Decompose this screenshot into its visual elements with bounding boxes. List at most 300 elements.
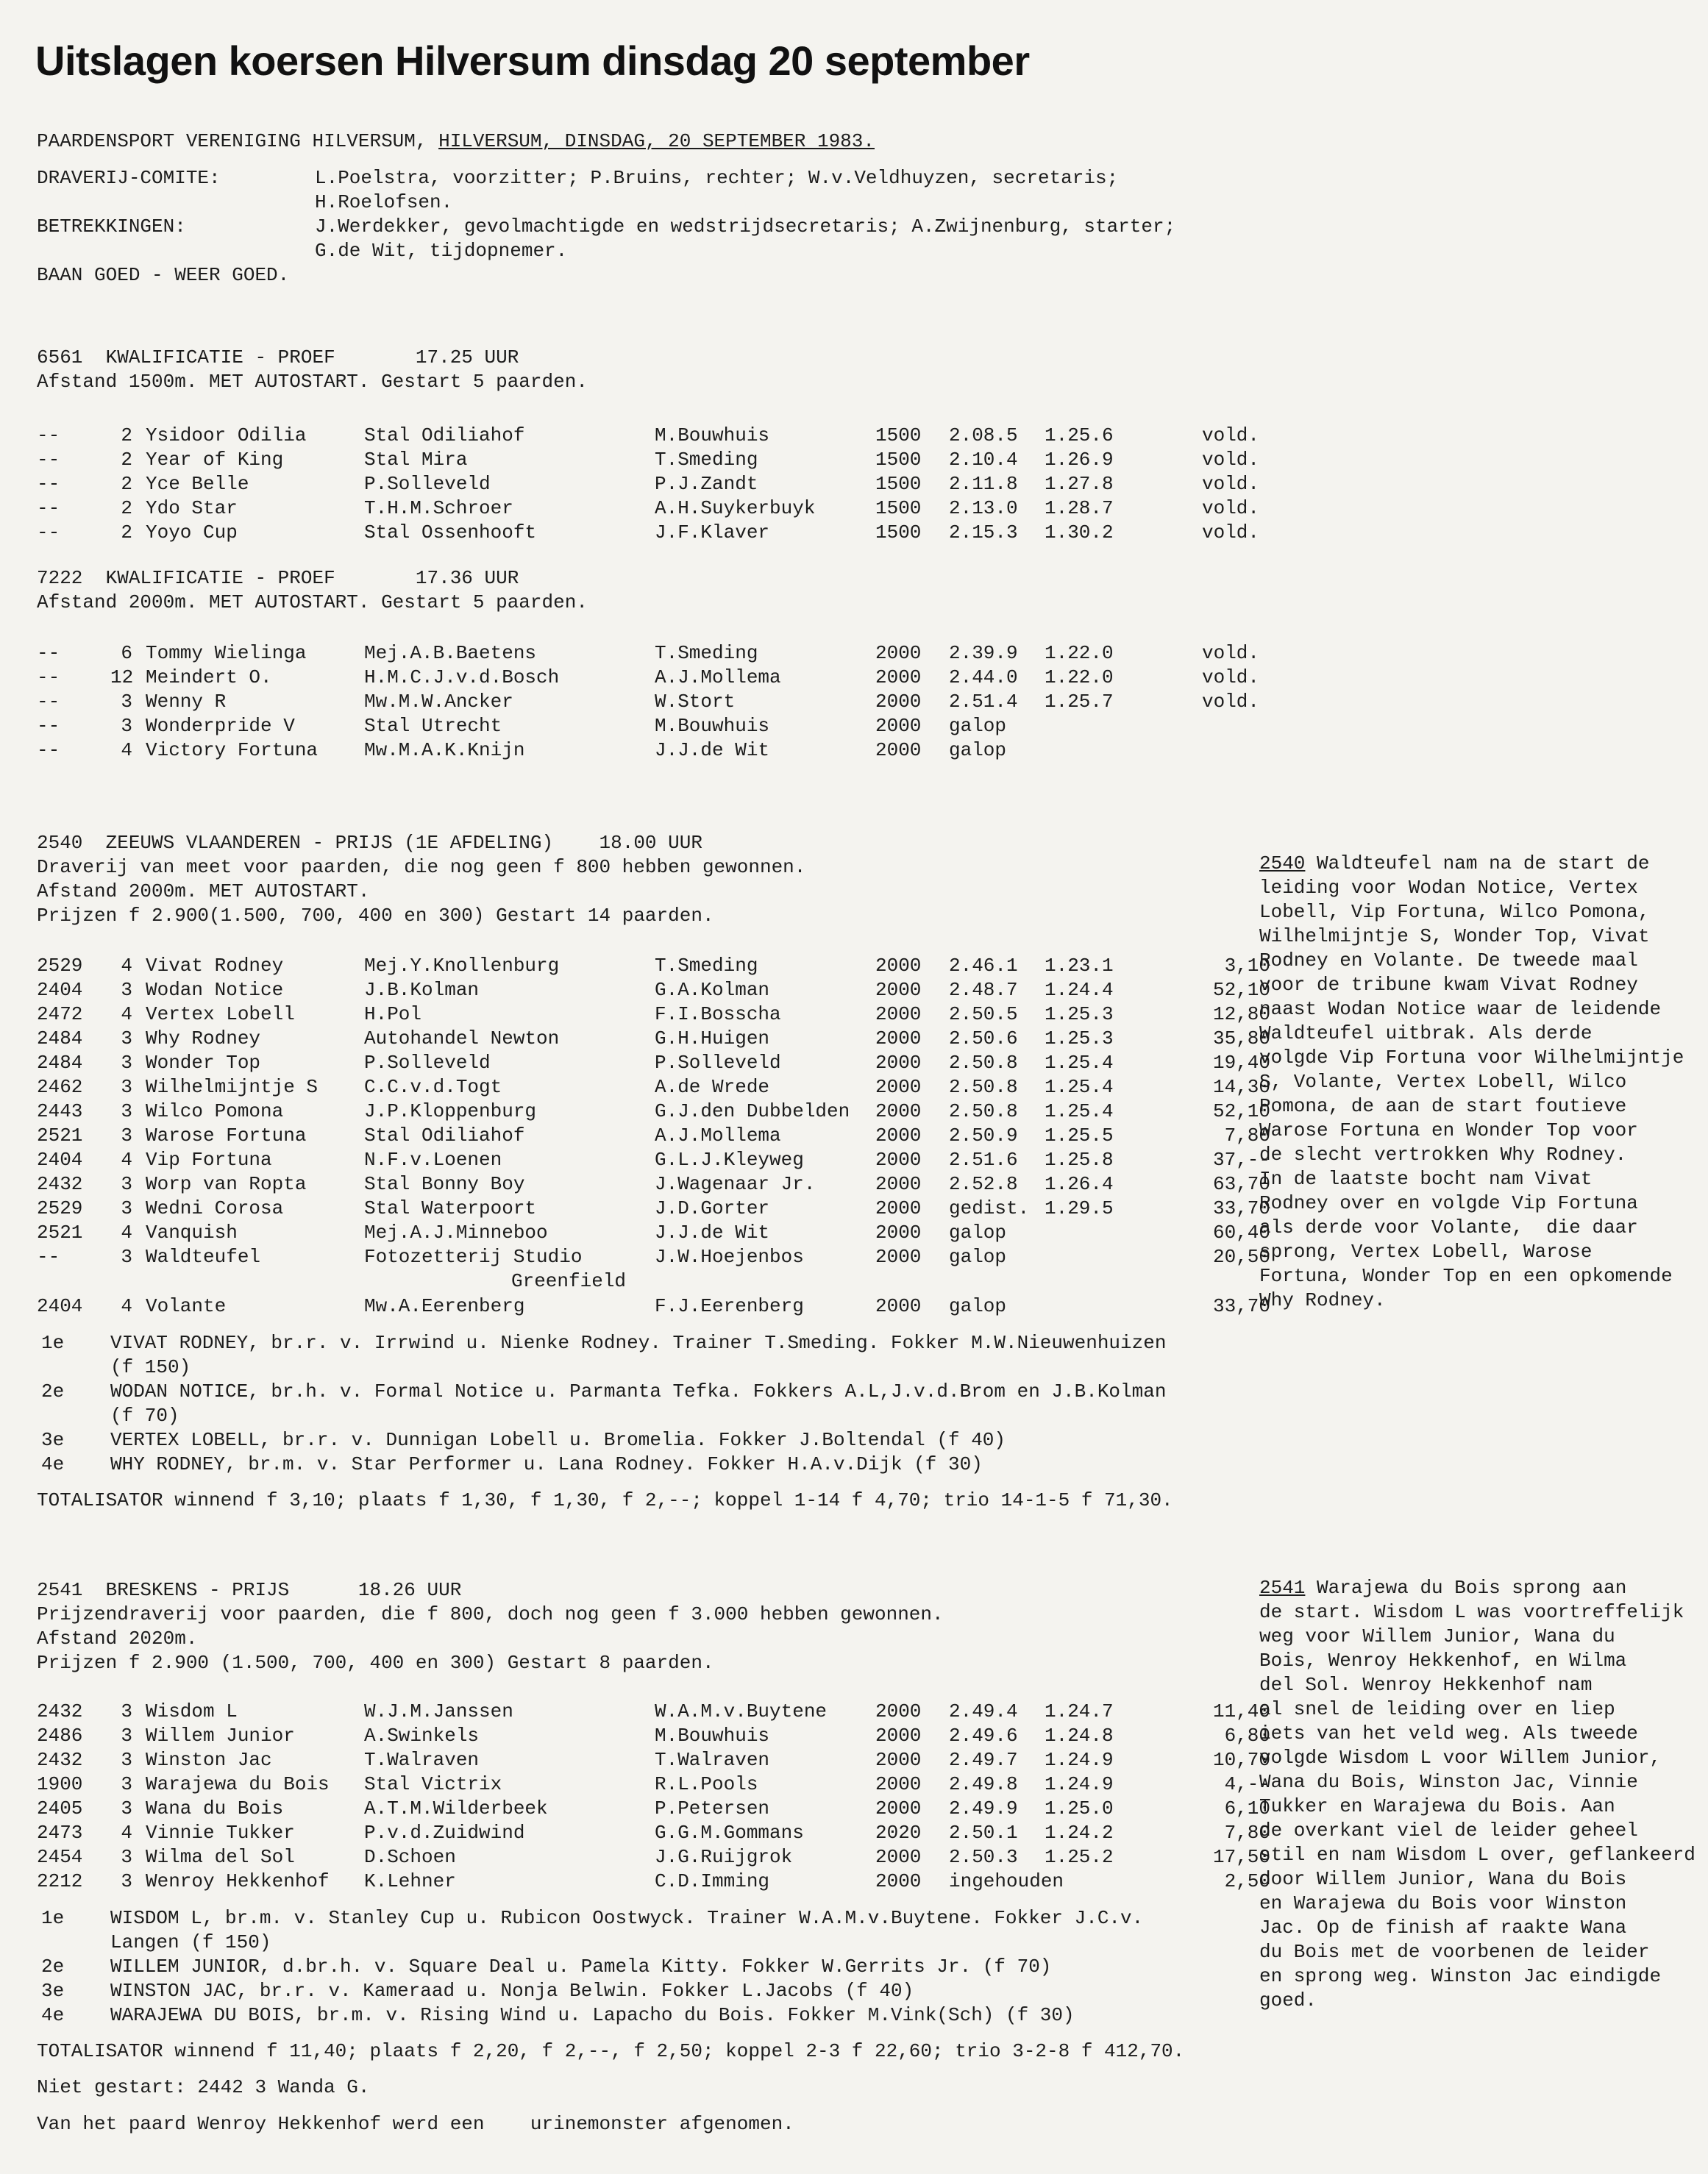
owner: Stal Odiliahof: [364, 1125, 525, 1147]
driver: J.W.Hoejenbos: [655, 1246, 804, 1268]
distance: 2000: [875, 1797, 922, 1820]
age: 2: [121, 497, 132, 519]
owner: Stal Ossenhooft: [364, 521, 537, 544]
km-time: 1.29.5: [1045, 1197, 1114, 1219]
page-title: Uitslagen koersen Hilversum dinsdag 20 september: [35, 38, 1030, 84]
owner: T.H.M.Schroer: [364, 497, 513, 519]
race-number: 2473: [37, 1822, 83, 1844]
race-2541-prizes: Prijzen f 2.900 (1.500, 700, 400 en 300) Gestart 8 paarden.: [37, 1652, 714, 1674]
distance: 1500: [875, 521, 922, 544]
driver: M.Bouwhuis: [655, 424, 770, 446]
horse-name: Ydo Star: [146, 497, 238, 519]
age: 3: [121, 1076, 132, 1098]
race-number: 2432: [37, 1749, 83, 1771]
owner: Stal Utrecht: [364, 715, 502, 737]
placing-description: (f 70): [110, 1405, 179, 1427]
horse-name: Vertex Lobell: [146, 1003, 295, 1025]
time: galop: [949, 1246, 1007, 1268]
distance: 2020: [875, 1822, 922, 1844]
km-time: 1.25.6: [1045, 424, 1114, 446]
comite-text-2: H.Roelofsen.: [315, 191, 453, 213]
horse-name: Wisdom L: [146, 1700, 238, 1722]
race-number: 2454: [37, 1846, 83, 1868]
km-time: 1.25.4: [1045, 1076, 1114, 1098]
race-number: --: [37, 449, 60, 471]
driver: T.Smeding: [655, 955, 758, 977]
driver: T.Smeding: [655, 642, 758, 664]
distance: 2000: [875, 1846, 922, 1868]
km-time: 1.27.8: [1045, 473, 1114, 495]
odds: 52,10: [1212, 979, 1270, 1001]
time: 2.50.1: [949, 1822, 1018, 1844]
note: vold.: [1202, 521, 1260, 544]
time: 2.51.6: [949, 1149, 1018, 1171]
km-time: 1.24.8: [1045, 1725, 1114, 1747]
time: 2.52.8: [949, 1173, 1018, 1195]
horse-name: Vanquish: [146, 1222, 238, 1244]
time: galop: [949, 1222, 1007, 1244]
km-time: 1.25.8: [1045, 1149, 1114, 1171]
distance: 2000: [875, 691, 922, 713]
owner: A.T.M.Wilderbeek: [364, 1797, 548, 1820]
distance: 2000: [875, 1149, 922, 1171]
distance: 2000: [875, 1197, 922, 1219]
owner: K.Lehner: [364, 1870, 456, 1892]
time: galop: [949, 715, 1007, 737]
driver: C.D.Imming: [655, 1870, 770, 1892]
time: 2.48.7: [949, 979, 1018, 1001]
race-2540-distance: Afstand 2000m. MET AUTOSTART.: [37, 880, 370, 902]
placing-description: WILLEM JUNIOR, d.br.h. v. Square Deal u. Pamela Kitty. Fokker W.Gerrits Jr. (f 70): [110, 1956, 1052, 1978]
owner: T.Walraven: [364, 1749, 480, 1771]
distance: 2000: [875, 1725, 922, 1747]
driver: G.H.Huigen: [655, 1027, 770, 1049]
placing-description: WODAN NOTICE, br.h. v. Formal Notice u. Parmanta Tefka. Fokkers A.L,J.v.d.Brom en J.B.Kolman: [110, 1380, 1167, 1403]
time: 2.10.4: [949, 449, 1018, 471]
owner: Stal Waterpoort: [364, 1197, 537, 1219]
km-time: 1.26.4: [1045, 1173, 1114, 1195]
horse-name: Vivat Rodney: [146, 955, 284, 977]
time: 2.49.8: [949, 1773, 1018, 1795]
owner: D.Schoen: [364, 1846, 456, 1868]
odds: 52,10: [1212, 1100, 1270, 1122]
race-number: 2432: [37, 1700, 83, 1722]
race-number: 2521: [37, 1222, 83, 1244]
owner: J.P.Kloppenburg: [364, 1100, 537, 1122]
race-2540-totalisator: TOTALISATOR winnend f 3,10; plaats f 1,30, f 1,30, f 2,--; koppel 1-14 f 4,70; trio 14-1-5 f 71,30.: [37, 1489, 1173, 1511]
horse-name: Warajewa du Bois: [146, 1773, 330, 1795]
age: 4: [121, 1149, 132, 1171]
owner: Mej.A.J.Minneboo: [364, 1222, 548, 1244]
odds: 19,40: [1212, 1052, 1270, 1074]
age: 3: [121, 1197, 132, 1219]
comite-label: DRAVERIJ-COMITE:: [37, 167, 221, 189]
race-number: --: [37, 739, 60, 761]
driver: P.Petersen: [655, 1797, 770, 1820]
horse-name: Wenroy Hekkenhof: [146, 1870, 330, 1892]
owner: J.B.Kolman: [364, 979, 480, 1001]
race-number: 2404: [37, 979, 83, 1001]
distance: 2000: [875, 979, 922, 1001]
time: 2.50.3: [949, 1846, 1018, 1868]
race-number: 2521: [37, 1125, 83, 1147]
distance: 2000: [875, 739, 922, 761]
header-line1: PAARDENSPORT VERENIGING HILVERSUM, HILVERSUM, DINSDAG, 20 SEPTEMBER 1983.: [37, 130, 875, 152]
km-time: 1.24.9: [1045, 1773, 1114, 1795]
driver: J.F.Klaver: [655, 521, 770, 544]
distance: 2000: [875, 1222, 922, 1244]
owner: W.J.M.Janssen: [364, 1700, 513, 1722]
race-number: --: [37, 715, 60, 737]
driver: F.J.Eerenberg: [655, 1295, 804, 1317]
owner: A.Swinkels: [364, 1725, 480, 1747]
driver: A.H.Suykerbuyk: [655, 497, 816, 519]
km-time: 1.23.1: [1045, 955, 1114, 977]
age: 2: [121, 449, 132, 471]
age: 3: [121, 1027, 132, 1049]
race-number: --: [37, 691, 60, 713]
distance: 2000: [875, 1003, 922, 1025]
race-number: 2486: [37, 1725, 83, 1747]
driver: A.de Wrede: [655, 1076, 770, 1098]
odds: 33,70: [1212, 1295, 1270, 1317]
distance: 2000: [875, 955, 922, 977]
driver: F.I.Bosscha: [655, 1003, 781, 1025]
report-text: Warajewa du Bois sprong aan de start. Wisdom L was voortreffelijk weg voor Willem Junior, Wana du Bois, Wenroy Hekkenhof, en Wilma del Sol. Wenroy Hekkenhof nam al snel de leiding over en liep iets van het veld weg. Als tweede volgde Wisdom L voor Willem Junior, Wana du Bois, Winston Jac, Vinnie Tukker en Warajewa du Bois. Aan de overkant viel de leider geheel stil en nam Wisdom L over, geflankeerd door Willem Junior, Wana du Bois en Warajewa du Bois voor Winston Jac. Op de finish af raakte Wana du Bois met de voorbenen de leider en sprong weg. Winston Jac eindigde goed.: [1259, 1577, 1695, 2011]
owner: P.Solleveld: [364, 1052, 491, 1074]
race-number: 2432: [37, 1173, 83, 1195]
race-2540-conditions: Draverij van meet voor paarden, die nog geen f 800 hebben gewonnen.: [37, 856, 806, 878]
odds: 12,80: [1212, 1003, 1270, 1025]
driver: G.L.J.Kleyweg: [655, 1149, 804, 1171]
driver: G.G.M.Gommans: [655, 1822, 804, 1844]
time: 2.50.8: [949, 1100, 1018, 1122]
horse-name: Wilco Pomona: [146, 1100, 284, 1122]
race-2541-report: 2541 Warajewa du Bois sprong aan de start. Wisdom L was voortreffelijk weg voor Willem Junior, Wana du Bois, Wenroy Hekkenhof, en Wilma del Sol. Wenroy Hekkenhof nam al snel de leiding over en liep iets van het veld weg. Als tweede volgde Wisdom L voor Willem Junior, Wana du Bois, Winston Jac, Vinnie Tukker en Warajewa du Bois. Aan de overkant viel de leider geheel stil en nam Wisdom L over, geflankeerd door Willem Junior, Wana du Bois en Warajewa du Bois voor Winston Jac. Op de finish af raakte Wana du Bois met de voorbenen de leider en sprong weg. Winston Jac eindigde goed.: [1259, 1577, 1695, 2011]
note: vold.: [1202, 666, 1260, 688]
race-number: 2212: [37, 1870, 83, 1892]
time: 2.49.6: [949, 1725, 1018, 1747]
distance: 1500: [875, 449, 922, 471]
age: 3: [121, 1246, 132, 1268]
race-number: 2529: [37, 955, 83, 977]
age: 3: [121, 1173, 132, 1195]
note: vold.: [1202, 497, 1260, 519]
horse-name: Wilhelmijntje S: [146, 1076, 319, 1098]
distance: 2000: [875, 1749, 922, 1771]
km-time: 1.24.2: [1045, 1822, 1114, 1844]
km-time: 1.25.5: [1045, 1125, 1114, 1147]
age: 3: [121, 1100, 132, 1122]
horse-name: Wonder Top: [146, 1052, 261, 1074]
placing-rank: 1e: [41, 1332, 65, 1354]
age: 4: [121, 1222, 132, 1244]
race-2540-prizes: Prijzen f 2.900(1.500, 700, 400 en 300) Gestart 14 paarden.: [37, 905, 714, 927]
time: ingehouden: [949, 1870, 1064, 1892]
race-number: 2462: [37, 1076, 83, 1098]
betrekkingen-text-2: G.de Wit, tijdopnemer.: [315, 240, 568, 262]
age: 3: [121, 1846, 132, 1868]
km-time: 1.28.7: [1045, 497, 1114, 519]
race-2541-totalisator: TOTALISATOR winnend f 11,40; plaats f 2,20, f 2,--, f 2,50; koppel 2-3 f 22,60; trio 3-2-8 f 412,70.: [37, 2040, 1185, 2062]
owner: Mw.A.Eerenberg: [364, 1295, 525, 1317]
age: 2: [121, 521, 132, 544]
km-time: 1.22.0: [1045, 666, 1114, 688]
owner: Mej.A.B.Baetens: [364, 642, 537, 664]
betrekkingen-label: BETREKKINGEN:: [37, 215, 186, 238]
time: 2.39.9: [949, 642, 1018, 664]
urine-note: Van het paard Wenroy Hekkenhof werd een urinemonster afgenomen.: [37, 2113, 794, 2135]
placing-rank: 4e: [41, 1453, 65, 1475]
race-number: 2529: [37, 1197, 83, 1219]
horse-name: Volante: [146, 1295, 227, 1317]
distance: 2000: [875, 1870, 922, 1892]
age: 3: [121, 1125, 132, 1147]
age: 3: [121, 1797, 132, 1820]
time: 2.44.0: [949, 666, 1018, 688]
owner-continuation: Greenfield: [511, 1270, 627, 1292]
distance: 2000: [875, 666, 922, 688]
distance: 2000: [875, 1700, 922, 1722]
age: 3: [121, 979, 132, 1001]
owner: Stal Odiliahof: [364, 424, 525, 446]
distance: 1500: [875, 473, 922, 495]
distance: 2000: [875, 1052, 922, 1074]
time: 2.51.4: [949, 691, 1018, 713]
driver: P.J.Zandt: [655, 473, 758, 495]
race-number: 2405: [37, 1797, 83, 1820]
distance: 2000: [875, 1295, 922, 1317]
race-number: 2484: [37, 1052, 83, 1074]
odds: 60,40: [1212, 1222, 1270, 1244]
time: gedist.: [949, 1197, 1030, 1219]
odds: 11,40: [1212, 1700, 1270, 1722]
horse-name: Worp van Ropta: [146, 1173, 307, 1195]
race-7222-subtitle: Afstand 2000m. MET AUTOSTART. Gestart 5 paarden.: [37, 591, 588, 613]
odds: 63,70: [1212, 1173, 1270, 1195]
age: 4: [121, 1822, 132, 1844]
race-2541-title: 2541 BRESKENS - PRIJS 18.26 UUR: [37, 1579, 462, 1601]
owner: Fotozetterij Studio: [364, 1246, 583, 1268]
placing-rank: 3e: [41, 1429, 65, 1451]
note: vold.: [1202, 449, 1260, 471]
note: vold.: [1202, 473, 1260, 495]
time: 2.11.8: [949, 473, 1018, 495]
odds: 4,--: [1224, 1773, 1270, 1795]
owner: H.Pol: [364, 1003, 422, 1025]
owner: N.F.v.Loenen: [364, 1149, 502, 1171]
horse-name: Winston Jac: [146, 1749, 272, 1771]
km-time: 1.25.4: [1045, 1100, 1114, 1122]
odds: 37,--: [1212, 1149, 1270, 1171]
owner: P.v.d.Zuidwind: [364, 1822, 525, 1844]
km-time: 1.22.0: [1045, 642, 1114, 664]
horse-name: Meindert O.: [146, 666, 272, 688]
horse-name: Tommy Wielinga: [146, 642, 307, 664]
note: vold.: [1202, 642, 1260, 664]
owner: P.Solleveld: [364, 473, 491, 495]
age: 3: [121, 1052, 132, 1074]
age: 6: [121, 642, 132, 664]
report-text: Waldteufel nam na de start de leiding voor Wodan Notice, Vertex Lobell, Vip Fortuna, Wilco Pomona, Wilhelmijntje S, Wonder Top, Vivat Rodney en Volante. De tweede maal voor de tribune kwam Vivat Rodney naast Wodan Notice waar de leidende Waldteufel uitbrak. Als derde volgde Vip Fortuna voor Wilhelmijntje S, Volante, Vertex Lobell, Wilco Pomona, de aan de start foutieve Warose Fortuna en Wonder Top voor de slecht vertrokken Why Rodney. In de laatste bocht nam Vivat Rodney over en volgde Vip Fortuna als derde voor Volante, die daar sprong, Vertex Lobell, Warose Fortuna, Wonder Top en een opkomende Why Rodney.: [1259, 852, 1684, 1311]
horse-name: Ysidoor Odilia: [146, 424, 307, 446]
placing-rank: 2e: [41, 1380, 65, 1403]
odds: 10,70: [1212, 1749, 1270, 1771]
betrekkingen-text-1: J.Werdekker, gevolmachtigde en wedstrijdsecretaris; A.Zwijnenburg, starter;: [315, 215, 1176, 238]
race-number: --: [37, 666, 60, 688]
driver: J.J.de Wit: [655, 739, 770, 761]
race-number: --: [37, 1246, 60, 1268]
distance: 2000: [875, 1246, 922, 1268]
distance: 2000: [875, 1773, 922, 1795]
owner: Mw.M.W.Ancker: [364, 691, 513, 713]
race-number: 2443: [37, 1100, 83, 1122]
race-2541-distance: Afstand 2020m.: [37, 1628, 198, 1650]
horse-name: Wana du Bois: [146, 1797, 284, 1820]
time: 2.50.5: [949, 1003, 1018, 1025]
driver: G.J.den Dubbelden: [655, 1100, 850, 1122]
race-2541-conditions: Prijzendraverij voor paarden, die f 800, doch nog geen f 3.000 hebben gewonnen.: [37, 1603, 944, 1625]
km-time: 1.25.3: [1045, 1003, 1114, 1025]
horse-name: Vip Fortuna: [146, 1149, 272, 1171]
driver: J.Wagenaar Jr.: [655, 1173, 816, 1195]
placing-description: (f 150): [110, 1356, 191, 1378]
odds: 6,10: [1224, 1797, 1270, 1820]
time: galop: [949, 1295, 1007, 1317]
horse-name: Yoyo Cup: [146, 521, 238, 544]
driver: T.Walraven: [655, 1749, 770, 1771]
odds: 14,30: [1212, 1076, 1270, 1098]
not-started: Niet gestart: 2442 3 Wanda G.: [37, 2076, 370, 2098]
driver: A.J.Mollema: [655, 1125, 781, 1147]
time: 2.08.5: [949, 424, 1018, 446]
placing-description: VERTEX LOBELL, br.r. v. Dunnigan Lobell u. Bromelia. Fokker J.Boltendal (f 40): [110, 1429, 1006, 1451]
time: galop: [949, 739, 1007, 761]
time: 2.13.0: [949, 497, 1018, 519]
distance: 2000: [875, 1125, 922, 1147]
km-time: 1.30.2: [1045, 521, 1114, 544]
odds: 20,50: [1212, 1246, 1270, 1268]
distance: 2000: [875, 642, 922, 664]
placing-rank: 3e: [41, 1980, 65, 2002]
age: 3: [121, 1870, 132, 1892]
km-time: 1.25.0: [1045, 1797, 1114, 1820]
owner: Mw.M.A.K.Knijn: [364, 739, 525, 761]
owner: C.C.v.d.Togt: [364, 1076, 502, 1098]
note: vold.: [1202, 691, 1260, 713]
race-7222-title: 7222 KWALIFICATIE - PROEF 17.36 UUR: [37, 567, 519, 589]
age: 4: [121, 955, 132, 977]
odds: 17,50: [1212, 1846, 1270, 1868]
placing-description: VIVAT RODNEY, br.r. v. Irrwind u. Nienke Rodney. Trainer T.Smeding. Fokker M.W.Nieuwenhuizen: [110, 1332, 1167, 1354]
horse-name: Wonderpride V: [146, 715, 295, 737]
odds: 3,10: [1224, 955, 1270, 977]
age: 3: [121, 1700, 132, 1722]
race-6561-title: 6561 KWALIFICATIE - PROEF 17.25 UUR: [37, 346, 519, 368]
driver: P.Solleveld: [655, 1052, 781, 1074]
owner: Mej.Y.Knollenburg: [364, 955, 560, 977]
race-number: --: [37, 424, 60, 446]
race-number: 2404: [37, 1295, 83, 1317]
placing-rank: 2e: [41, 1956, 65, 1978]
race-number: --: [37, 642, 60, 664]
track-condition: BAAN GOED - WEER GOED.: [37, 264, 290, 286]
age: 3: [121, 691, 132, 713]
comite-text-1: L.Poelstra, voorzitter; P.Bruins, rechter; W.v.Veldhuyzen, secretaris;: [315, 167, 1119, 189]
age: 3: [121, 1773, 132, 1795]
km-time: 1.24.9: [1045, 1749, 1114, 1771]
age: 4: [121, 1295, 132, 1317]
km-time: 1.25.3: [1045, 1027, 1114, 1049]
km-time: 1.24.4: [1045, 979, 1114, 1001]
age: 2: [121, 424, 132, 446]
odds: 7,80: [1224, 1822, 1270, 1844]
time: 2.15.3: [949, 521, 1018, 544]
odds: 33,70: [1212, 1197, 1270, 1219]
horse-name: Waldteufel: [146, 1246, 261, 1268]
horse-name: Victory Fortuna: [146, 739, 319, 761]
race-number: --: [37, 473, 60, 495]
age: 2: [121, 473, 132, 495]
race-number: --: [37, 521, 60, 544]
time: 2.50.9: [949, 1125, 1018, 1147]
age: 3: [121, 1725, 132, 1747]
race-number: 2484: [37, 1027, 83, 1049]
time: 2.46.1: [949, 955, 1018, 977]
distance: 2000: [875, 1173, 922, 1195]
driver: A.J.Mollema: [655, 666, 781, 688]
horse-name: Why Rodney: [146, 1027, 261, 1049]
horse-name: Wedni Corosa: [146, 1197, 284, 1219]
time: 2.50.8: [949, 1052, 1018, 1074]
distance: 2000: [875, 715, 922, 737]
driver: M.Bouwhuis: [655, 1725, 770, 1747]
distance: 2000: [875, 1076, 922, 1098]
horse-name: Yce Belle: [146, 473, 249, 495]
placing-rank: 4e: [41, 2004, 65, 2026]
horse-name: Willem Junior: [146, 1725, 295, 1747]
driver: J.D.Gorter: [655, 1197, 770, 1219]
horse-name: Wenny R: [146, 691, 227, 713]
race-number: 2472: [37, 1003, 83, 1025]
placing-description: WARAJEWA DU BOIS, br.m. v. Rising Wind u. Lapacho du Bois. Fokker M.Vink(Sch) (f 30): [110, 2004, 1075, 2026]
time: 2.49.7: [949, 1749, 1018, 1771]
distance: 1500: [875, 497, 922, 519]
driver: W.Stort: [655, 691, 736, 713]
placing-description: WISDOM L, br.m. v. Stanley Cup u. Rubicon Oostwyck. Trainer W.A.M.v.Buytene. Fokker J.C.v.: [110, 1907, 1144, 1929]
age: 4: [121, 1003, 132, 1025]
distance: 2000: [875, 1027, 922, 1049]
age: 4: [121, 739, 132, 761]
odds: 35,80: [1212, 1027, 1270, 1049]
placing-rank: 1e: [41, 1907, 65, 1929]
placing-description: Langen (f 150): [110, 1931, 271, 1953]
driver: M.Bouwhuis: [655, 715, 770, 737]
driver: W.A.M.v.Buytene: [655, 1700, 828, 1722]
odds: 2,50: [1224, 1870, 1270, 1892]
km-time: 1.25.4: [1045, 1052, 1114, 1074]
km-time: 1.24.7: [1045, 1700, 1114, 1722]
race-number: 2404: [37, 1149, 83, 1171]
horse-name: Year of King: [146, 449, 284, 471]
owner: Stal Victrix: [364, 1773, 502, 1795]
driver: J.J.de Wit: [655, 1222, 770, 1244]
driver: T.Smeding: [655, 449, 758, 471]
race-6561-subtitle: Afstand 1500m. MET AUTOSTART. Gestart 5 paarden.: [37, 371, 588, 393]
race-2540-report: 2540 Waldteufel nam na de start de leiding voor Wodan Notice, Vertex Lobell, Vip Fortuna, Wilco Pomona, Wilhelmijntje S, Wonder Top, Vivat Rodney en Volante. De tweede maal voor de tribune kwam Vivat Rodney naast Wodan Notice waar de leidende Waldteufel uitbrak. Als derde volgde Vip Fortuna voor Wilhelmijntje S, Volante, Vertex Lobell, Wilco Pomona, de aan de start foutieve Warose Fortuna en Wonder Top voor de slecht vertrokken Why Rodney. In de laatste bocht nam Vivat Rodney over en volgde Vip Fortuna als derde voor Volante, die daar sprong, Vertex Lobell, Warose Fortuna, Wonder Top en een opkomende Why Rodney.: [1259, 852, 1684, 1311]
owner: Autohandel Newton: [364, 1027, 560, 1049]
distance: 1500: [875, 424, 922, 446]
